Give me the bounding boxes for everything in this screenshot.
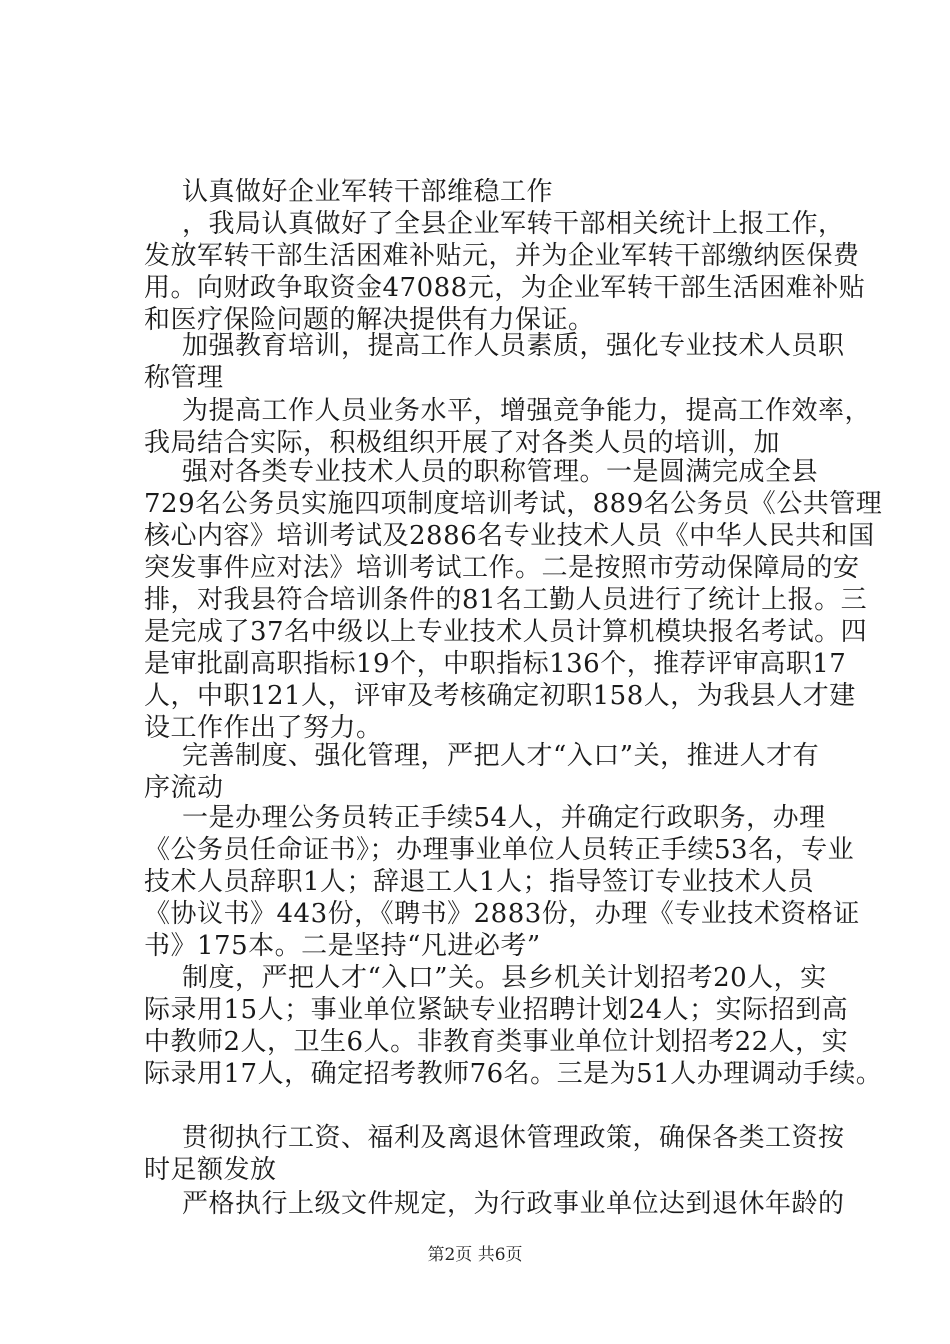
heading-system-improvement-cont: 序流动	[144, 773, 224, 803]
heading-system-improvement: 完善制度、强化管理，严把人才“入口”关，推进人才有	[182, 741, 820, 771]
paragraph-line: 严格执行上级文件规定，为行政事业单位达到退休年龄的	[182, 1189, 845, 1219]
paragraph-line: 用。向财政争取资金47088元，为企业军转干部生活困难补贴	[144, 273, 866, 303]
paragraph-line: 制度，严把人才“入口”关。县乡机关计划招考20人，实	[182, 963, 827, 993]
paragraph-line: 我局结合实际，积极组织开展了对各类人员的培训，加	[144, 428, 781, 458]
paragraph-line: 际录用17人，确定招考教师76名。三是为51人办理调动手续。	[144, 1059, 883, 1089]
heading-military-cadres: 认真做好企业军转干部维稳工作	[182, 177, 554, 207]
paragraph-line: 强对各类专业技术人员的职称管理。一是圆满完成全县	[182, 457, 819, 487]
heading-training-cont: 称管理	[144, 363, 224, 393]
paragraph-line: 发放军转干部生活困难补贴元，并为企业军转干部缴纳医保费	[144, 241, 860, 271]
paragraph-line: 书》175本。二是坚持“凡进必考”	[144, 931, 541, 961]
heading-wages-welfare-cont: 时足额发放	[144, 1155, 277, 1185]
heading-wages-welfare: 贯彻执行工资、福利及离退休管理政策，确保各类工资按	[182, 1123, 845, 1153]
paragraph-line: 一是办理公务员转正手续54人，并确定行政职务，办理	[182, 803, 826, 833]
paragraph-line: 突发事件应对法》培训考试工作。二是按照市劳动保障局的安	[144, 553, 860, 583]
paragraph-line: 是完成了37名中级以上专业技术人员计算机模块报名考试。四	[144, 617, 868, 647]
paragraph-line: 《协议书》443份，《聘书》2883份，办理《专业技术资格证	[144, 899, 860, 929]
paragraph-line: 和医疗保险问题的解决提供有力保证。	[144, 305, 595, 335]
paragraph-line: 是审批副高职指标19个，中职指标136个，推荐评审高职17	[144, 649, 847, 679]
paragraph-line: 人，中职121人，评审及考核确定初职158人，为我县人才建	[144, 681, 856, 711]
heading-training: 加强教育培训，提高工作人员素质，强化专业技术人员职	[182, 331, 845, 361]
paragraph-line: 《公务员任命证书》；办理事业单位人员转正手续53名，专业	[144, 835, 855, 865]
paragraph-line: 为提高工作人员业务水平，增强竞争能力，提高工作效率，	[182, 396, 872, 426]
paragraph-line: 729名公务员实施四项制度培训考试，889名公务员《公共管理	[144, 489, 883, 519]
page-number-footer: 第2页 共6页	[427, 1245, 523, 1265]
paragraph-line: 际录用15人；事业单位紧缺专业招聘计划24人；实际招到高	[144, 995, 849, 1025]
paragraph-line: 排，对我县符合培训条件的81名工勤人员进行了统计上报。三	[144, 585, 868, 615]
paragraph-line: 技术人员辞职1人；辞退工人1人；指导签订专业技术人员	[144, 867, 815, 897]
paragraph-line: 设工作作出了努力。	[144, 713, 383, 743]
paragraph-line: 核心内容》培训考试及2886名专业技术人员《中华人民共和国	[144, 521, 875, 551]
paragraph-line: ，我局认真做好了全县企业军转干部相关统计上报工作，	[182, 209, 845, 239]
paragraph-line: 中教师2人，卫生6人。非教育类事业单位计划招考22人，实	[144, 1027, 849, 1057]
